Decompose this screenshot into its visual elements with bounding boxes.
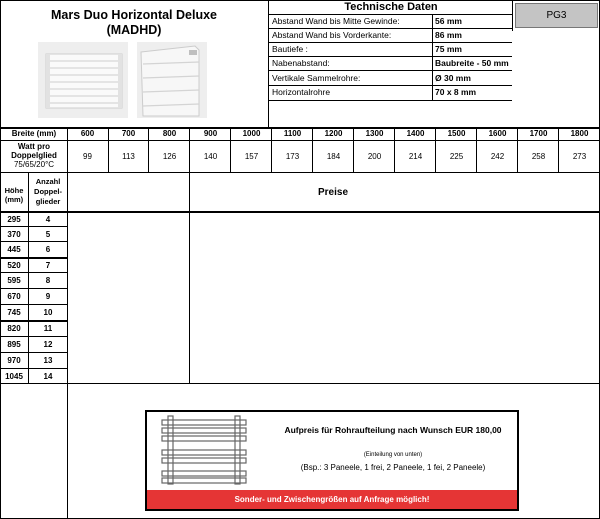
width-cell: 1200 (324, 129, 343, 138)
spec-label-wall-thread: Abstand Wand bis Mitte Gewinde: (272, 16, 400, 26)
count-cell: 8 (45, 275, 51, 285)
watt-cell: 225 (449, 152, 464, 161)
count-cell: 12 (43, 339, 53, 349)
width-row-label: Breite (mm) (11, 129, 57, 138)
spec-value-hub-distance: Baubreite - 50 mm (435, 58, 509, 68)
grid-line (268, 56, 512, 57)
grid-line (268, 70, 512, 71)
height-cell: 445 (7, 244, 21, 254)
height-cell: 820 (7, 323, 21, 333)
watt-label-line-3: 75/65/20°C (13, 160, 55, 169)
watt-cell: 157 (244, 152, 259, 161)
grid-line (108, 127, 109, 172)
grid-line (0, 257, 68, 259)
width-cell: 1000 (242, 129, 261, 138)
custom-size-banner: Sonder- und Zwischengrößen auf Anfrage möglich! (147, 490, 517, 509)
grid-line (0, 304, 68, 305)
watt-cell: 126 (162, 152, 177, 161)
count-cell: 5 (45, 229, 51, 239)
count-label-line-3: glieder (35, 197, 61, 206)
watt-cell: 184 (326, 152, 341, 161)
watt-cell: 99 (83, 152, 92, 161)
width-cell: 1300 (365, 129, 384, 138)
height-cell: 370 (7, 229, 21, 239)
spec-value-wall-thread: 56 mm (435, 16, 462, 26)
grid-line (0, 0, 600, 1)
grid-line (268, 42, 512, 43)
height-cell: 745 (7, 307, 21, 317)
radiator-front-image (38, 42, 128, 118)
grid-line (353, 127, 354, 172)
width-cell: 600 (80, 129, 95, 138)
price-group-badge: PG3 (515, 3, 598, 28)
grid-line (268, 14, 512, 15)
count-cell: 11 (43, 323, 53, 333)
radiator-front-photo (38, 42, 128, 118)
count-label-line-1: Anzahl (35, 177, 61, 186)
watt-cell: 214 (408, 152, 423, 161)
grid-line (476, 127, 477, 172)
radiator-side-photo (137, 42, 207, 118)
spec-value-vertical-pipes: Ø 30 mm (435, 73, 471, 83)
grid-line (432, 14, 433, 100)
surcharge-example: (Bsp.: 3 Paneele, 1 frei, 2 Paneele, 1 fei, 2 Paneele) (300, 463, 486, 472)
grid-line (517, 127, 518, 172)
rail-layout-sketch (158, 414, 250, 486)
count-label-line-2: Doppel- (34, 187, 62, 196)
watt-row-label (0, 142, 68, 169)
grid-line (0, 140, 600, 141)
spec-label-horizontal-pipes: Horizontalrohre (272, 87, 331, 97)
count-cell: 4 (45, 214, 51, 224)
product-name: Mars Duo Horizontal Deluxe (51, 8, 217, 22)
spec-value-horizontal-pipes: 70 x 8 mm (435, 87, 477, 97)
count-cell: 14 (43, 371, 53, 381)
grid-line (435, 127, 436, 172)
watt-cell: 258 (531, 152, 546, 161)
height-cell: 295 (7, 214, 21, 224)
grid-line (230, 127, 231, 172)
grid-line (189, 127, 190, 383)
watt-label-line-1: Watt pro (17, 142, 51, 151)
technical-data-header: Technische Daten (344, 1, 438, 13)
width-cell: 1700 (529, 129, 548, 138)
grid-line (558, 127, 559, 172)
grid-line (0, 211, 600, 213)
width-cell: 1600 (488, 129, 507, 138)
grid-line (0, 320, 68, 322)
height-label-line-1: Höhe (4, 186, 24, 195)
count-column-label (28, 177, 68, 207)
radiator-side-image (137, 42, 207, 118)
watt-cell: 140 (203, 152, 218, 161)
grid-line (67, 127, 68, 519)
count-cell: 9 (45, 291, 51, 301)
count-cell: 6 (45, 244, 51, 254)
grid-line (271, 127, 272, 172)
width-cell: 1800 (570, 129, 589, 138)
surcharge-note: (Einteilung von unten) (363, 452, 423, 458)
grid-line (0, 288, 68, 289)
watt-cell: 200 (367, 152, 382, 161)
grid-line (268, 28, 512, 29)
product-code: (MADHD) (106, 23, 162, 37)
watt-label-line-2: Doppelglied (11, 151, 57, 160)
watt-cell: 242 (490, 152, 505, 161)
spec-label-hub-distance: Nabenabstand: (272, 58, 330, 68)
width-cell: 700 (121, 129, 136, 138)
width-cell: 900 (203, 129, 218, 138)
height-column-label (0, 186, 28, 204)
height-cell: 520 (7, 260, 21, 270)
spec-label-vertical-pipes: Vertikale Sammelrohre: (272, 73, 361, 83)
count-cell: 13 (43, 355, 53, 365)
height-cell: 670 (7, 291, 21, 301)
product-title (0, 8, 268, 38)
prices-label: Preise (317, 187, 349, 198)
grid-line (0, 0, 1, 519)
grid-line (0, 172, 600, 173)
width-cell: 1100 (283, 129, 302, 138)
grid-line (0, 352, 68, 353)
grid-line (0, 241, 68, 242)
grid-line (268, 100, 512, 101)
watt-cell: 273 (572, 152, 587, 161)
watt-cell: 173 (285, 152, 300, 161)
width-cell: 800 (162, 129, 177, 138)
surcharge-title: Aufpreis für Rohraufteilung nach Wunsch EUR 180,00 (284, 425, 502, 435)
width-cell: 1500 (447, 129, 466, 138)
grid-line (512, 0, 513, 31)
spec-value-wall-front: 86 mm (435, 30, 462, 40)
height-cell: 1045 (5, 371, 23, 381)
grid-line (0, 383, 600, 384)
grid-line (268, 85, 512, 86)
height-cell: 895 (7, 339, 21, 349)
count-cell: 7 (45, 260, 51, 270)
grid-line (394, 127, 395, 172)
grid-line (148, 127, 149, 172)
height-label-line-2: (mm) (4, 195, 24, 204)
spec-label-depth: Bautiefe : (272, 44, 308, 54)
grid-line (312, 127, 313, 172)
width-cell: 1400 (406, 129, 425, 138)
grid-line (0, 336, 68, 337)
rail-layout-icon (158, 414, 250, 486)
grid-line (0, 368, 68, 369)
count-cell: 10 (43, 307, 53, 317)
grid-line (0, 226, 68, 227)
height-cell: 970 (7, 355, 21, 365)
grid-line (0, 272, 68, 273)
watt-cell: 113 (122, 152, 135, 161)
grid-line (0, 127, 600, 129)
spec-label-wall-front: Abstand Wand bis Vorderkante: (272, 30, 392, 40)
grid-line (268, 0, 269, 127)
height-cell: 595 (7, 275, 21, 285)
spec-value-depth: 75 mm (435, 44, 462, 54)
